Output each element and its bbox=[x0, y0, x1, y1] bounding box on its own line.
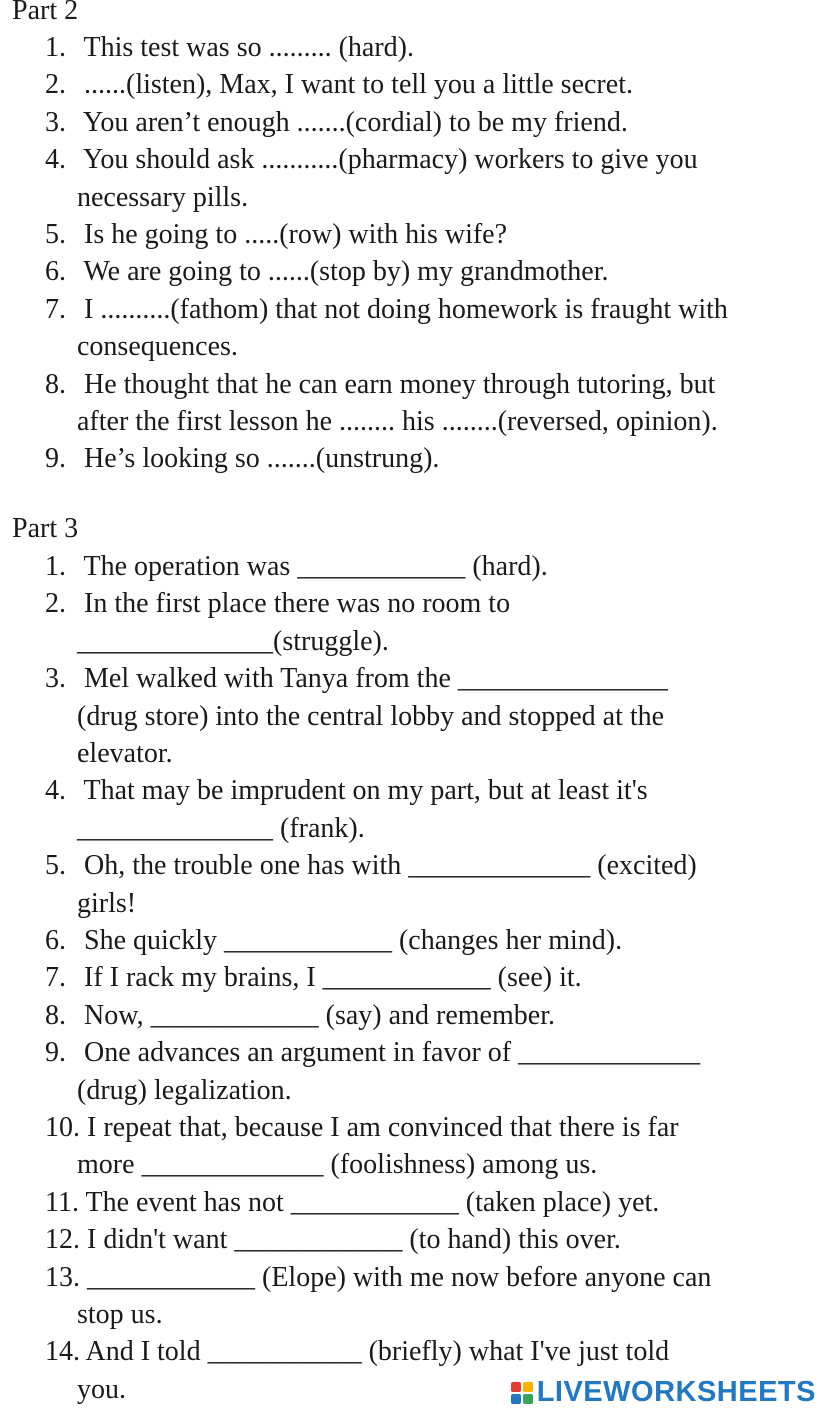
item-number: 3. bbox=[45, 106, 66, 138]
item-text-line: Is he going to .....(row) with his wife? bbox=[84, 219, 508, 250]
item-text-line: The operation was ____________ (hard). bbox=[83, 551, 548, 582]
item-text-line: ____________ (Elope) with me now before anyone can bbox=[87, 1261, 712, 1293]
item-text-line: more _____________ (foolishness) among us. bbox=[77, 1149, 598, 1181]
item-text-line: He thought that he can earn money through tutoring, but bbox=[84, 368, 716, 400]
item-number: 2. bbox=[45, 588, 66, 620]
item-text-line: The event has not ____________ (taken place) yet. bbox=[85, 1186, 660, 1218]
item-number: 7. bbox=[45, 962, 66, 994]
item-text-line: You aren’t enough .......(cordial) to be my friend. bbox=[82, 106, 628, 138]
part3-item-4 bbox=[45, 772, 820, 847]
item-text-line: after the first lesson he ........ his ........(reversed, opinion). bbox=[77, 406, 718, 437]
item-number: 14. bbox=[45, 1336, 80, 1368]
liveworksheets-logo[interactable] bbox=[511, 1376, 816, 1409]
part3-item-9 bbox=[45, 1034, 820, 1109]
item-text-line: Oh, the trouble one has with _____________ (excited) bbox=[84, 850, 697, 882]
item-text-line: (drug store) into the central lobby and stopped at the bbox=[77, 700, 665, 732]
item-number: 6. bbox=[45, 925, 66, 956]
item-text-line: girls! bbox=[77, 887, 137, 919]
item-number: 2. bbox=[45, 69, 66, 101]
item-text-line: I repeat that, because I am convinced that there is far bbox=[87, 1112, 679, 1143]
item-text-line: consequences. bbox=[77, 331, 238, 363]
part2-item-2 bbox=[45, 66, 820, 103]
part2-item-1 bbox=[45, 29, 820, 66]
part-3-title: Part 3 bbox=[12, 513, 79, 544]
part3-item-11 bbox=[45, 1184, 820, 1221]
part2-item-3 bbox=[45, 104, 820, 141]
item-text-line: I ..........(fathom) that not doing homework is fraught with bbox=[84, 293, 728, 325]
item-text-line: We are going to ......(stop by) my grandmother. bbox=[83, 256, 609, 288]
item-number: 13. bbox=[45, 1261, 80, 1293]
part3-item-3 bbox=[45, 660, 820, 772]
item-text-line: She quickly ____________ (changes her mind). bbox=[84, 925, 623, 956]
item-number: 7. bbox=[45, 293, 66, 325]
item-text-line: stop us. bbox=[77, 1299, 163, 1330]
part-2-title: Part 2 bbox=[12, 0, 79, 26]
item-number: 12. bbox=[45, 1224, 80, 1256]
item-number: 8. bbox=[45, 368, 66, 400]
part2-item-8 bbox=[45, 366, 820, 441]
item-text-line: He’s looking so .......(unstrung). bbox=[84, 443, 440, 475]
item-text-line: One advances an argument in favor of _____________ bbox=[84, 1037, 701, 1069]
item-number: 4. bbox=[45, 144, 66, 176]
item-number: 9. bbox=[45, 1037, 66, 1069]
item-text-line: I didn't want ____________ (to hand) this over. bbox=[87, 1224, 621, 1256]
part2-item-9 bbox=[45, 440, 820, 477]
item-number: 5. bbox=[45, 850, 66, 882]
part2-item-7 bbox=[45, 291, 820, 366]
liveworksheets-logo-text: LIVEWORKSHEETS bbox=[536, 1376, 816, 1408]
item-number: 1. bbox=[45, 551, 66, 582]
item-text-line: And I told ___________ (briefly) what I've just told bbox=[85, 1336, 670, 1368]
item-text-line: necessary pills. bbox=[77, 181, 249, 213]
item-text-line: ______________(struggle). bbox=[77, 625, 389, 657]
part3-item-13 bbox=[45, 1259, 820, 1334]
item-text-line: ______________ (frank). bbox=[77, 812, 365, 844]
part3-item-1 bbox=[45, 548, 820, 585]
item-number: 4. bbox=[45, 775, 66, 807]
item-number: 8. bbox=[45, 999, 66, 1031]
item-text-line: If I rack my brains, I ____________ (see) it. bbox=[84, 962, 582, 994]
item-text-line: ......(listen), Max, I want to tell you a little secret. bbox=[84, 69, 633, 101]
item-number: 5. bbox=[45, 219, 66, 250]
item-text-line: elevator. bbox=[77, 738, 173, 769]
item-text-line: Now, ____________ (say) and remember. bbox=[84, 999, 555, 1031]
item-number: 3. bbox=[45, 663, 66, 695]
liveworksheets-logo-icon bbox=[511, 1382, 533, 1404]
item-number: 10. bbox=[45, 1112, 80, 1143]
item-number: 1. bbox=[45, 32, 66, 63]
item-text-line: You should ask ...........(pharmacy) workers to give you bbox=[82, 144, 698, 176]
item-number: 11. bbox=[45, 1186, 79, 1218]
item-text-line: In the first place there was no room to bbox=[84, 588, 511, 620]
part2-item-6 bbox=[45, 253, 820, 290]
item-number: 9. bbox=[45, 443, 66, 475]
item-text-line: you. bbox=[77, 1373, 126, 1405]
part2-item-5 bbox=[45, 216, 820, 253]
item-text-line: That may be imprudent on my part, but at least it's bbox=[83, 775, 648, 807]
item-number: 6. bbox=[45, 256, 66, 288]
part3-item-6 bbox=[45, 922, 820, 959]
item-text-line: Mel walked with Tanya from the _______________ bbox=[84, 663, 668, 695]
item-text-line: This test was so ......... (hard). bbox=[83, 32, 415, 63]
part3-item-8 bbox=[45, 997, 820, 1034]
part3-item-2 bbox=[45, 585, 820, 660]
part3-item-12 bbox=[45, 1221, 820, 1258]
part2-item-4 bbox=[45, 141, 820, 216]
item-text-line: (drug) legalization. bbox=[77, 1074, 292, 1106]
part3-item-5 bbox=[45, 847, 820, 922]
part3-item-7 bbox=[45, 959, 820, 996]
part3-item-10 bbox=[45, 1109, 820, 1184]
